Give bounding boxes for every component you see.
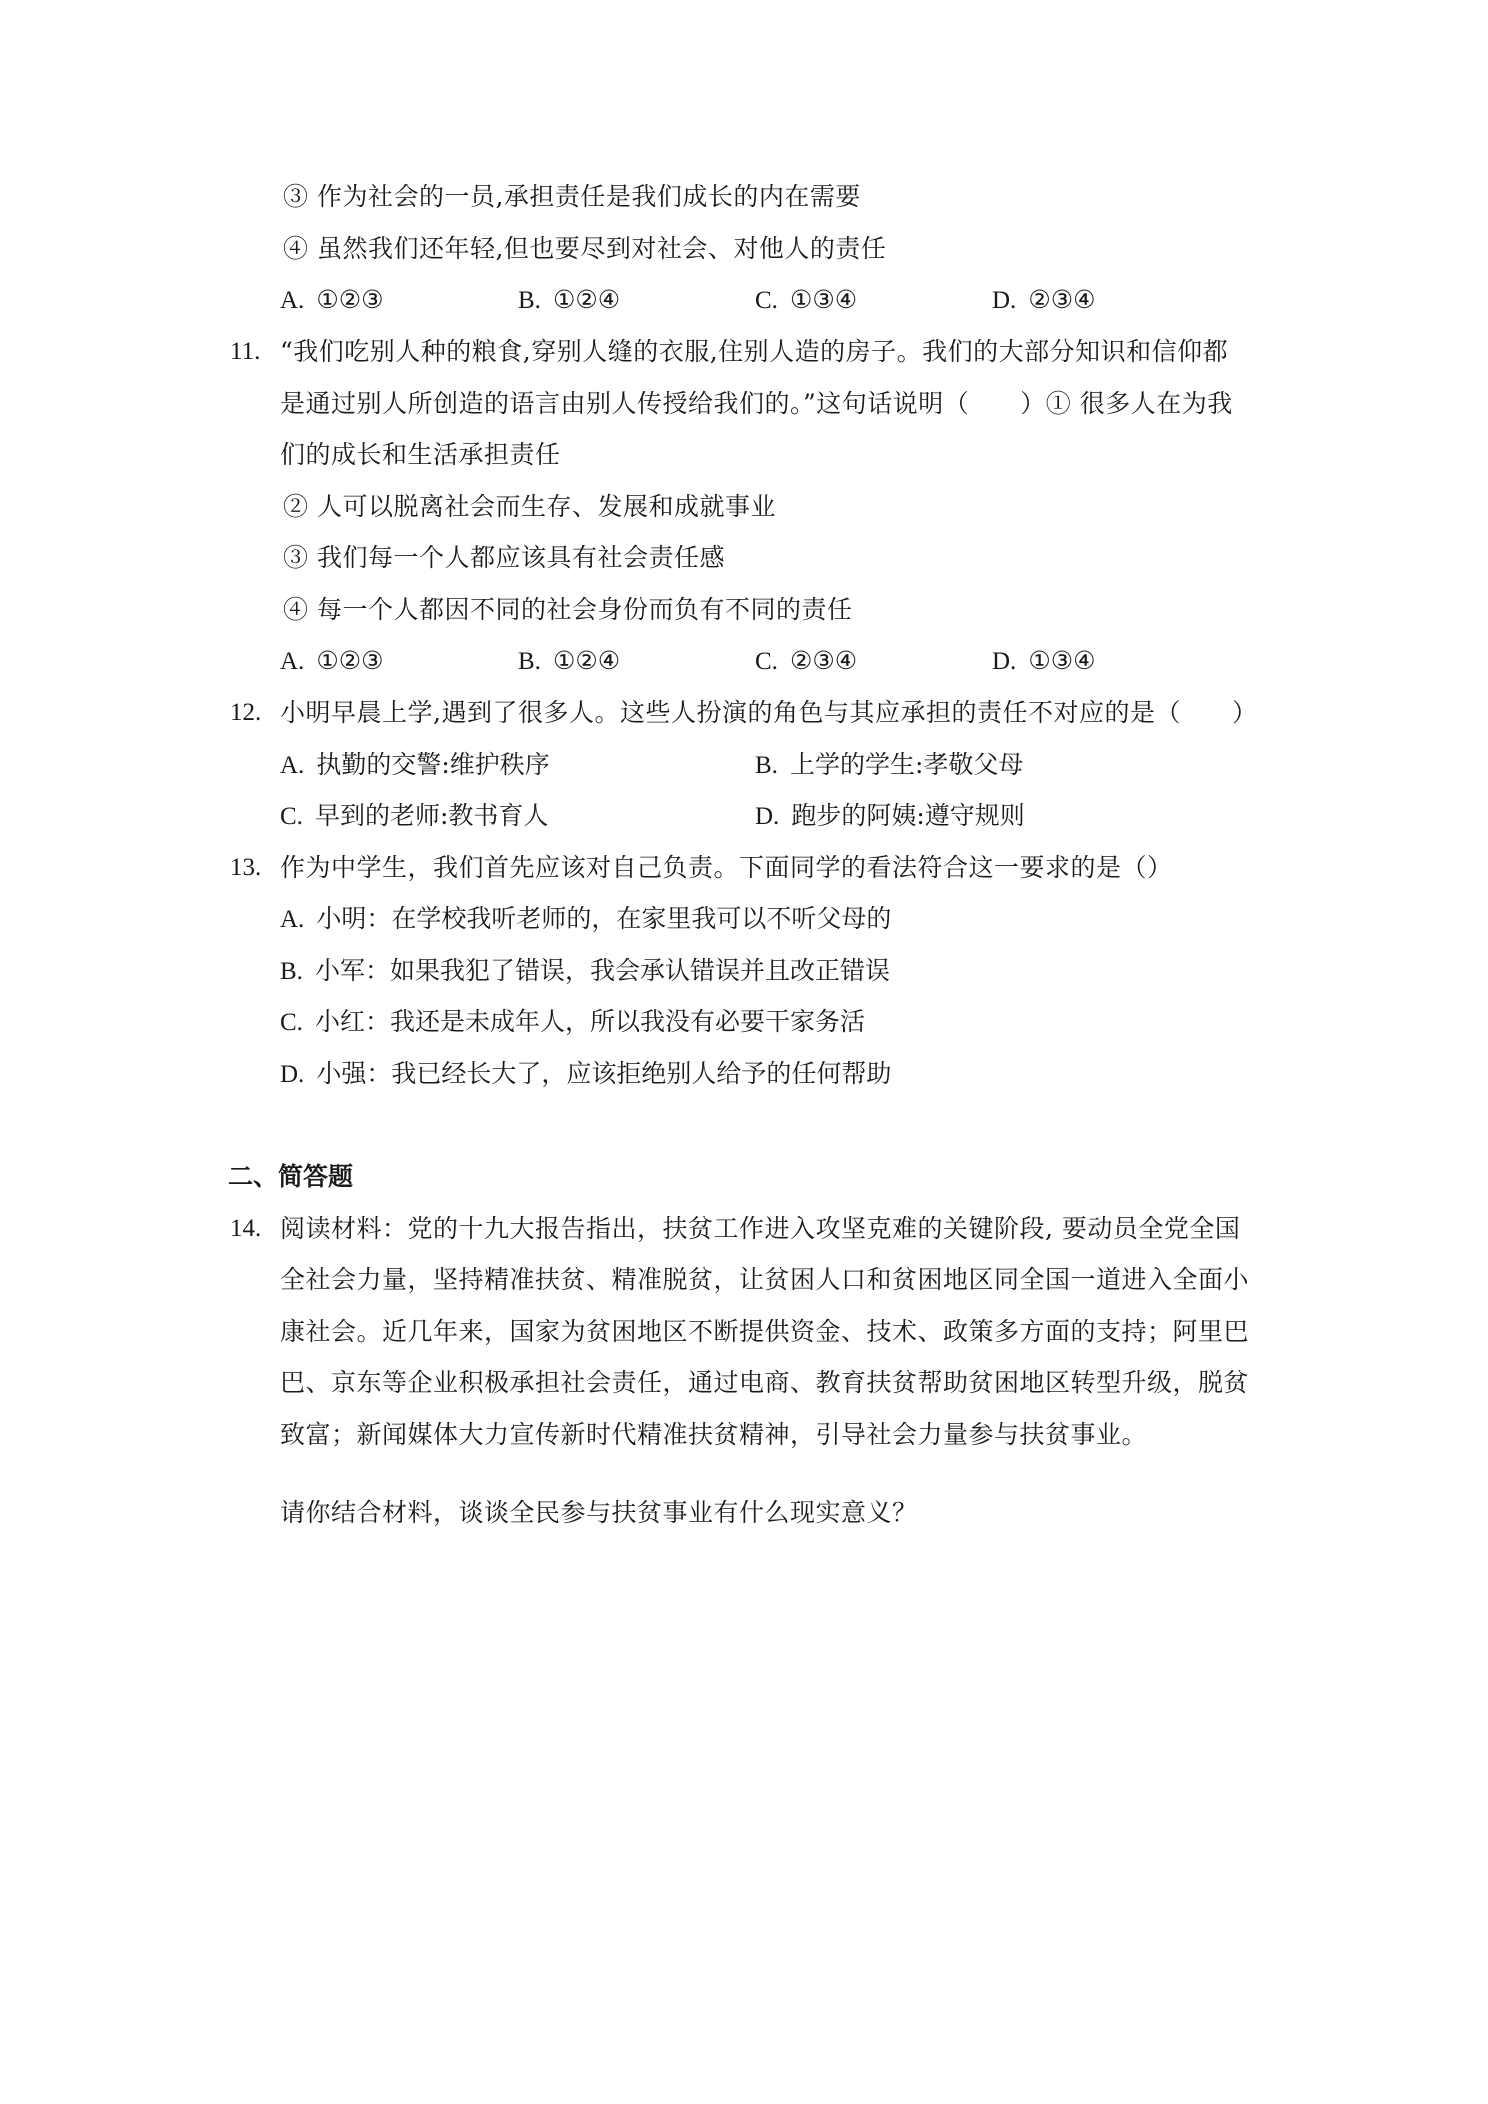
q12-number: 12. <box>230 699 262 726</box>
q14-material-line-4: 巴、京东等企业积极承担社会责任，通过电商、教育扶贫帮助贫困地区转型升级，脱贫 <box>280 1368 1250 1397</box>
q11-item-2: ② 人可以脱离社会而生存、发展和成就事业 <box>283 492 776 521</box>
q12-stem: 小明早晨上学,遇到了很多人。这些人扮演的角色与其应承担的责任不对应的是（ ） <box>280 698 1258 727</box>
q10-option-a: A. ①②③ <box>280 285 384 314</box>
q13-option-a: A. 小明：在学校我听老师的，在家里我可以不听父母的 <box>280 904 892 933</box>
q14-material-line-2: 全社会力量，坚持精准扶贫、精准脱贫，让贫困人口和贫困地区同全国一道进入全面小 <box>280 1265 1250 1294</box>
q14-number: 14. <box>230 1215 262 1242</box>
q11-option-a: A. ①②③ <box>280 646 384 675</box>
q13-option-b: B. 小军：如果我犯了错误，我会承认错误并且改正错误 <box>280 956 890 985</box>
q13-option-d: D. 小强：我已经长大了，应该拒绝别人给予的任何帮助 <box>280 1059 892 1088</box>
q11-stem-line-2: 是通过别人所创造的语言由别人传授给我们的。”这句话说明（ ）① 很多人在为我 <box>280 389 1233 418</box>
q13-number: 13. <box>230 854 262 881</box>
q12-option-b: B. 上学的学生:孝敬父母 <box>755 750 1024 779</box>
q10-item-4: ④ 虽然我们还年轻,但也要尽到对社会、对他人的责任 <box>283 234 887 263</box>
section-title: 二、简答题 <box>228 1162 354 1191</box>
q11-stem-line-3: 们的成长和生活承担责任 <box>280 440 561 469</box>
q11-stem-line-1: “我们吃别人种的粮食,穿别人缝的衣服,住别人造的房子。我们的大部分知识和信仰都 <box>280 337 1229 366</box>
q10-option-c: C. ①③④ <box>755 285 858 314</box>
q10-item-3: ③ 作为社会的一员,承担责任是我们成长的内在需要 <box>283 182 861 211</box>
q14-material-line-5: 致富；新闻媒体大力宣传新时代精准扶贫精神，引导社会力量参与扶贫事业。 <box>280 1420 1148 1449</box>
q11-number: 11. <box>230 338 261 365</box>
q11-option-d: D. ①③④ <box>992 646 1096 675</box>
q10-option-b: B. ①②④ <box>518 285 621 314</box>
q14-question: 请你结合材料，谈谈全民参与扶贫事业有什么现实意义？ <box>280 1498 918 1527</box>
q11-item-4: ④ 每一个人都因不同的社会身份而负有不同的责任 <box>283 595 853 624</box>
q12-option-a: A. 执勤的交警:维护秩序 <box>280 750 550 779</box>
q13-option-c: C. 小红：我还是未成年人，所以我没有必要干家务活 <box>280 1007 865 1036</box>
q11-item-3: ③ 我们每一个人都应该具有社会责任感 <box>283 543 725 572</box>
q11-option-c: C. ②③④ <box>755 646 858 675</box>
q12-option-c: C. 早到的老师:教书育人 <box>280 801 549 830</box>
q12-option-d: D. 跑步的阿姨:遵守规则 <box>755 801 1025 830</box>
q13-stem: 作为中学生，我们首先应该对自己负责。下面同学的看法符合这一要求的是（） <box>280 853 1173 882</box>
q14-material-line-3: 康社会。近几年来，国家为贫困地区不断提供资金、技术、政策多方面的支持；阿里巴 <box>280 1317 1250 1346</box>
q11-option-b: B. ①②④ <box>518 646 621 675</box>
q14-material-line-1: 阅读材料：党的十九大报告指出，扶贫工作进入攻坚克难的关键阶段, 要动员全党全国 <box>280 1214 1241 1243</box>
q10-option-d: D. ②③④ <box>992 285 1096 314</box>
